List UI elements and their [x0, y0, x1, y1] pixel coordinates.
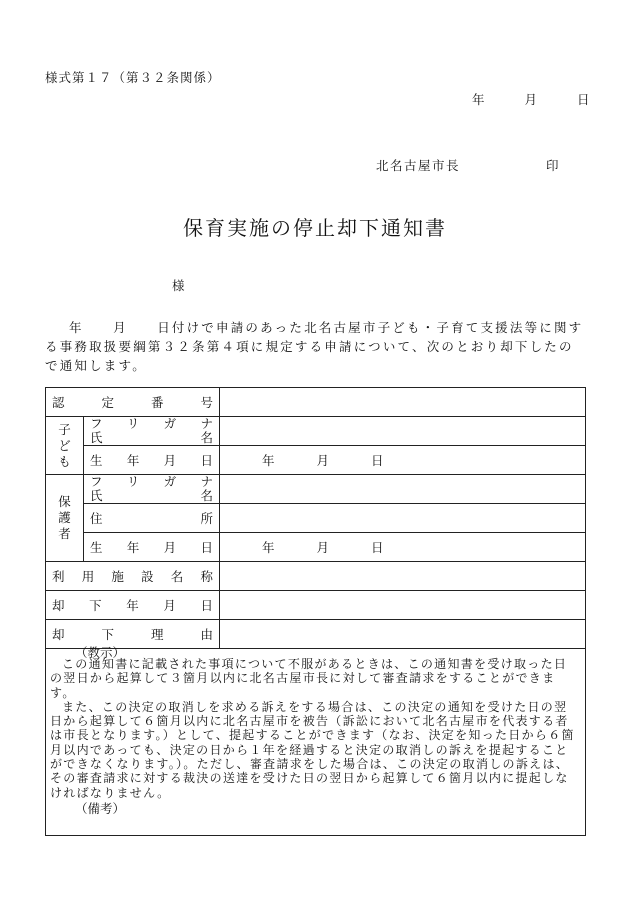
spaced-label: 氏 名 [90, 430, 213, 445]
vertical-group-label: 保 護 者 [58, 494, 71, 541]
value-guardian-name[interactable] [220, 489, 586, 504]
spaced-label: 却 下 年 月 日 [52, 598, 213, 613]
guardian-birth-year: 年 [262, 540, 275, 555]
addressee-suffix: 様 [172, 278, 185, 293]
value-guardian-birthdate[interactable] [220, 533, 586, 562]
label-child-birthdate [84, 446, 220, 475]
issue-date [472, 90, 590, 108]
row-child-birthdate [46, 446, 586, 475]
value-rejection-date[interactable] [220, 591, 586, 620]
label-cert-number [46, 388, 220, 417]
label-guardian-birthdate [84, 533, 220, 562]
label-guardian-furigana [84, 475, 220, 490]
form-number: 様式第１７（第３２条関係） [45, 70, 221, 85]
value-facility[interactable] [220, 562, 586, 591]
issue-date-month: 月 [524, 92, 538, 107]
row-child-name [46, 431, 586, 446]
vertical-group-label: 子 ど も [58, 421, 71, 469]
value-child-furigana[interactable] [220, 417, 586, 432]
document-title: 保育実施の停止却下通知書 [183, 216, 447, 240]
row-rejection-date [46, 591, 586, 620]
row-child-furigana [46, 417, 586, 432]
spaced-label: 生 年 月 日 [90, 540, 213, 555]
label-guardian-address [84, 504, 220, 533]
value-child-name[interactable] [220, 431, 586, 446]
label-child-group [46, 417, 84, 475]
notice-body [50, 657, 580, 800]
value-guardian-furigana[interactable] [220, 475, 586, 490]
row-guardian-address [46, 504, 586, 533]
notice-heading: （教示） [75, 645, 126, 660]
label-guardian-group [46, 475, 84, 562]
value-cert-number[interactable] [220, 388, 586, 417]
remarks-heading: （備考） [75, 801, 126, 816]
seal-mark: 印 [546, 158, 559, 173]
issue-date-day: 日 [577, 92, 590, 107]
row-facility [46, 562, 586, 591]
guardian-birth-month: 月 [316, 540, 330, 555]
spaced-label: 住 所 [90, 511, 213, 526]
label-child-furigana [84, 417, 220, 432]
rejection-form-table [45, 387, 586, 649]
child-birth-year: 年 [262, 453, 275, 468]
label-child-name [84, 431, 220, 446]
body-text: 年 月 日付けで申請のあった北名古屋市子ども・子育て支援法等に関する事務取扱要綱第３２条第４項に規定する申請について、次のとおり却下したので通知します。 [45, 320, 584, 373]
spaced-label: 利 用 施 設 名 称 [52, 569, 213, 584]
child-birth-month: 月 [316, 453, 330, 468]
spaced-label: フ リ ガ ナ [90, 474, 213, 489]
notice-paragraph-1: この通知書に記載された事項について不服があるときは、この通知書を受け取った日の翌日から起算して３箇月以内に北名古屋市長に対して審査請求をすることができます。 [50, 657, 568, 700]
spaced-label: 却 下 理 由 [52, 627, 213, 642]
label-guardian-name [84, 489, 220, 504]
child-birth-day: 日 [371, 453, 384, 468]
spaced-label: 認 定 番 号 [52, 395, 213, 410]
row-guardian-furigana [46, 475, 586, 490]
value-child-birthdate[interactable] [220, 446, 586, 475]
issue-date-year: 年 [472, 92, 485, 107]
label-facility [46, 562, 220, 591]
guardian-birth-day: 日 [371, 540, 384, 555]
label-rejection-date [46, 591, 220, 620]
row-guardian-name [46, 489, 586, 504]
row-guardian-birthdate [46, 533, 586, 562]
value-guardian-address[interactable] [220, 504, 586, 533]
spaced-label: フ リ ガ ナ [90, 416, 213, 431]
spaced-label: 氏 名 [90, 488, 213, 503]
spaced-label: 生 年 月 日 [90, 453, 213, 468]
notice-paragraph-2: また、この決定の取消しを求める訴えをする場合は、この決定の通知を受けた日の翌日から起算して６箇月以内に北名古屋市を被告（訴訟において北名古屋市を代表する者は市長となります。）として、提起することができます（なお、決定を知った日から６箇月以内であっても、決定の日から１年を経過すると決定の取消しの訴えを提起することができなくなります。）。ただし、審査請求をした場合は、この決定の取消しの訴えは、その審査請求に対する裁決の送達を受けた日の翌日から起算して６箇月以内に提起しなければなりません。 [50, 699, 575, 800]
issuer-name: 北名古屋市長 [376, 158, 461, 173]
row-cert-number [46, 388, 586, 417]
